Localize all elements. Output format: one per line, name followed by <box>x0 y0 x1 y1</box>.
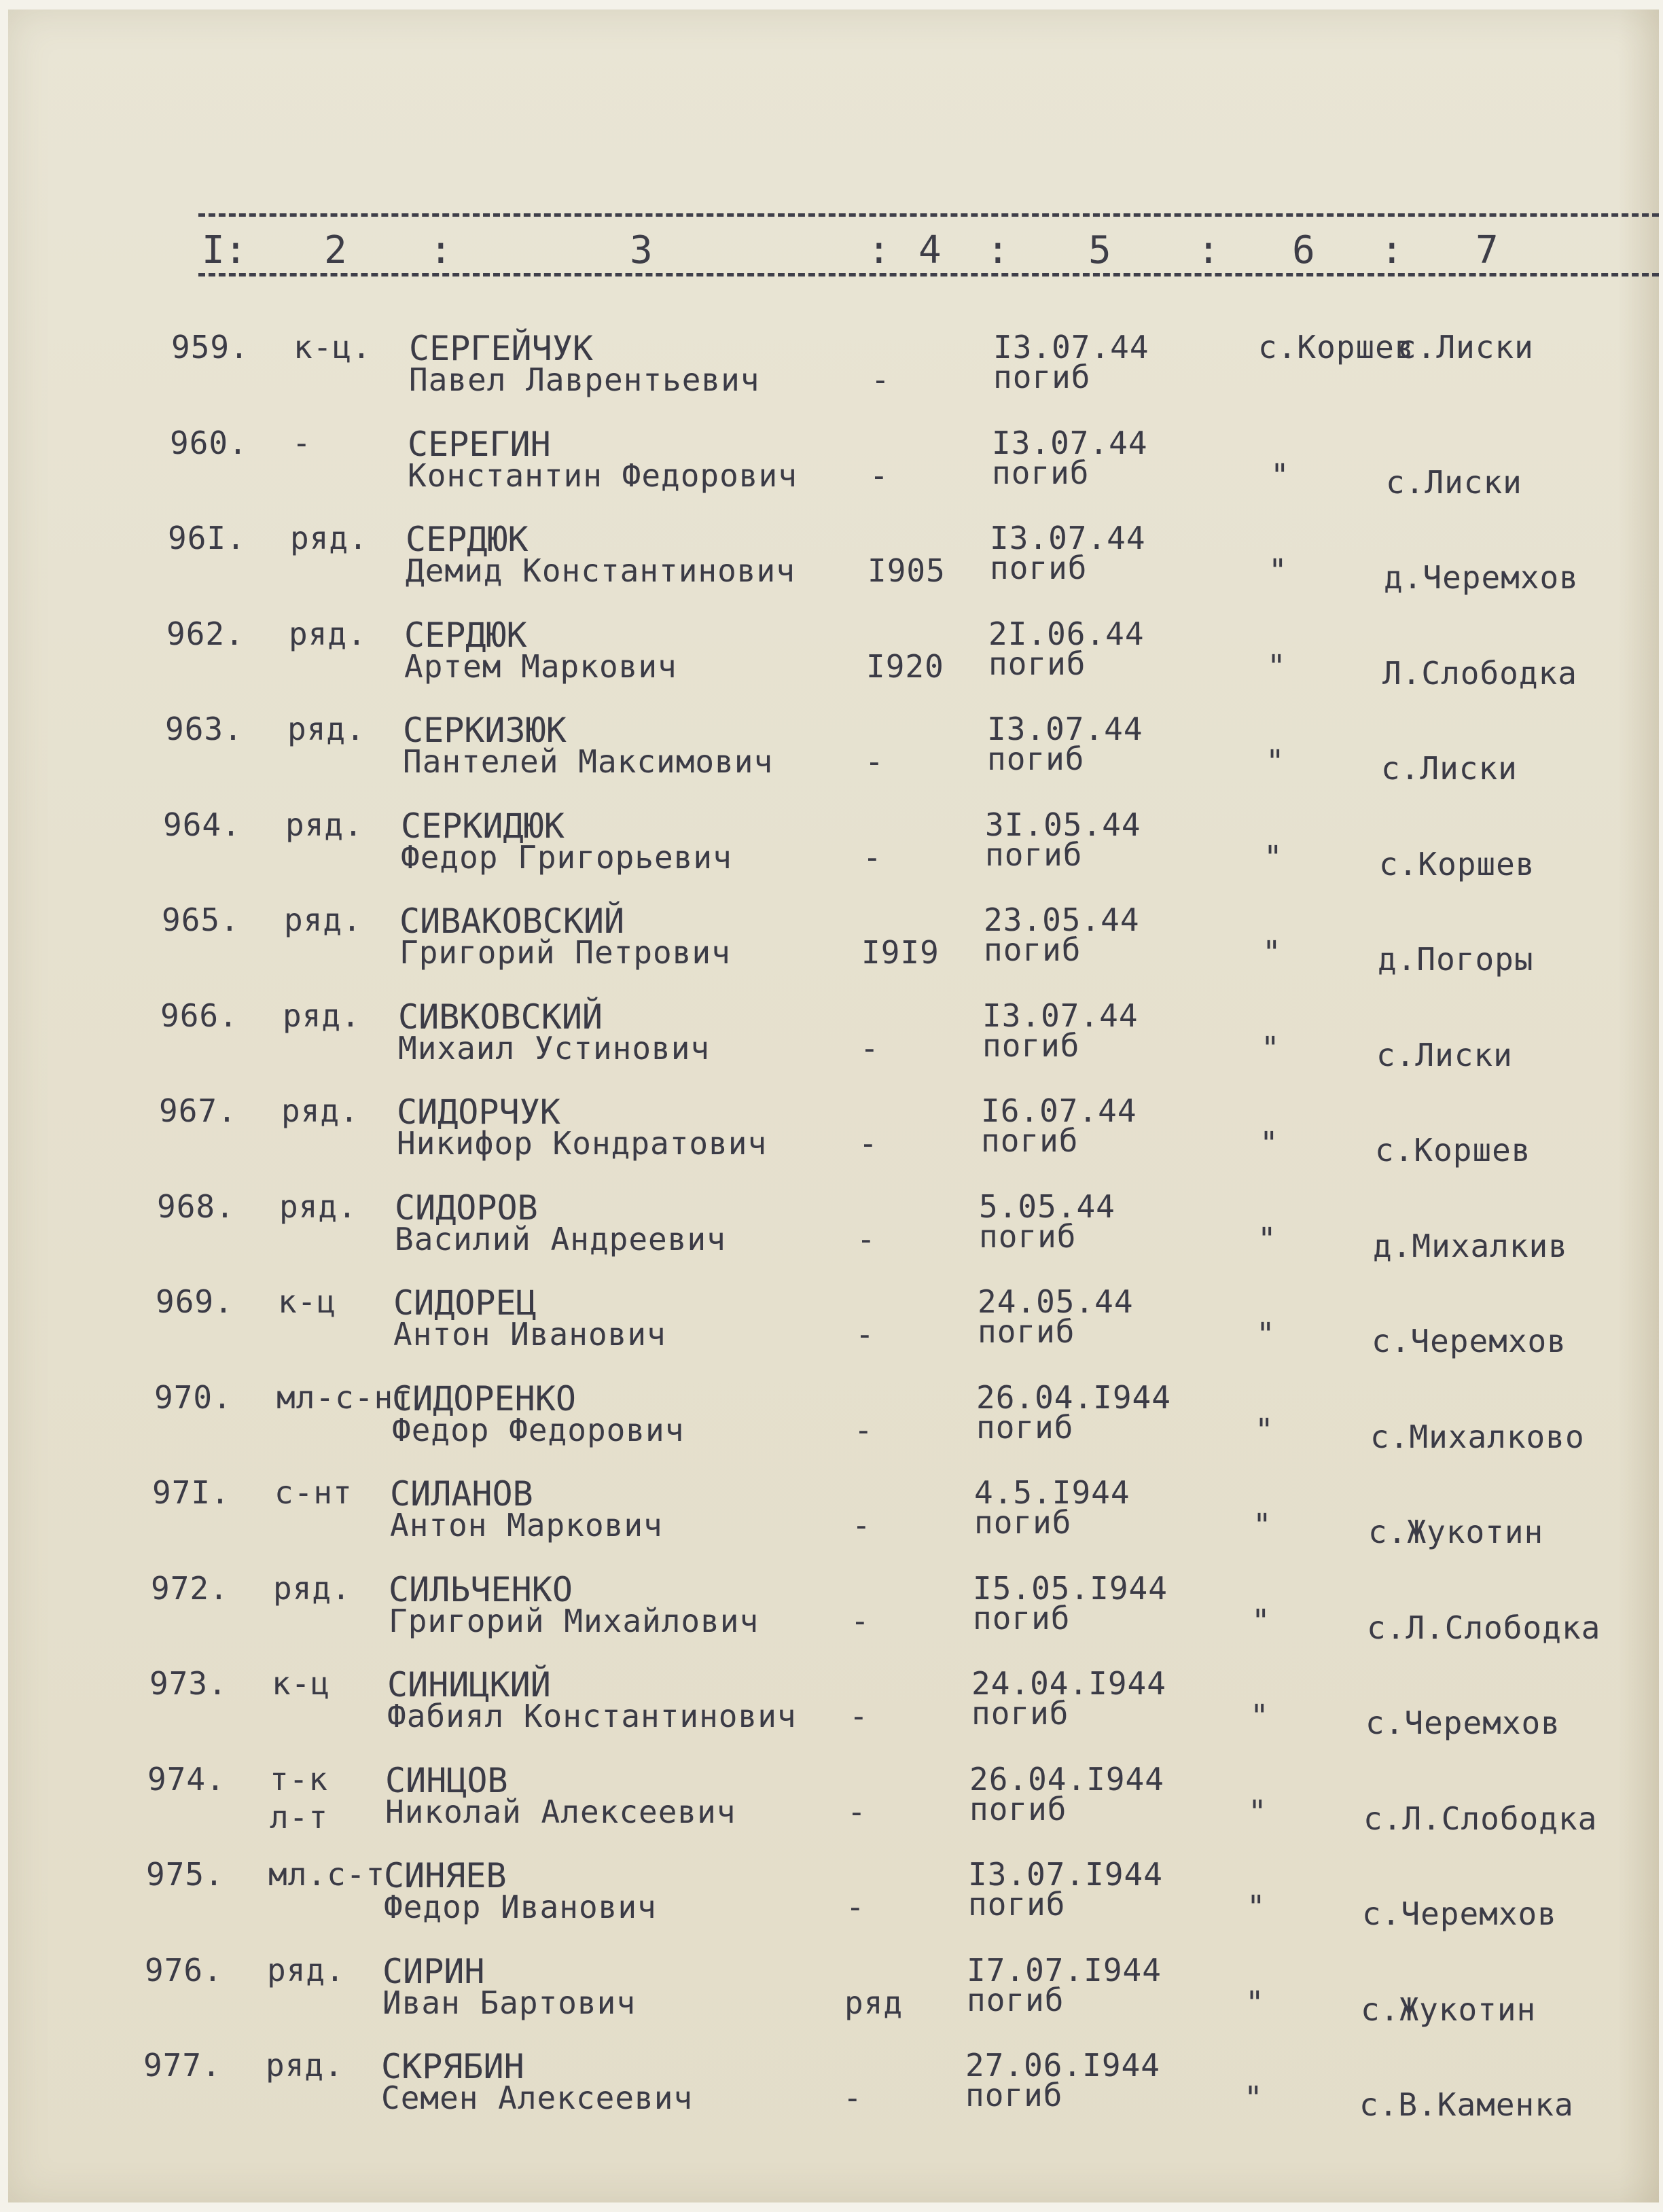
col-separator: : <box>224 228 247 272</box>
entry-number: 962. <box>166 615 245 652</box>
given-name: Никифор Кондратович <box>397 1125 768 1162</box>
home-village: с.Коршев <box>1379 845 1535 882</box>
home-village: с.Черемхов <box>1372 1323 1567 1359</box>
ditto-mark: " <box>1264 838 1283 876</box>
surname: СЕРДЮК <box>406 520 529 559</box>
col-separator: : <box>1380 228 1403 272</box>
birth-year: - <box>860 1029 880 1067</box>
home-village: с.Л.Слободка <box>1363 1800 1598 1837</box>
table-row <box>0 1761 1635 1856</box>
entry-number: 976. <box>145 1951 223 1988</box>
home-village: д.Михалкив <box>1373 1227 1568 1264</box>
birth-year: - <box>859 1125 878 1162</box>
home-village: с.Жукотин <box>1361 1991 1537 2028</box>
entry-number: 960. <box>170 424 248 461</box>
death-date: I3.07.I944 <box>968 1856 1163 1893</box>
death-date: 23.05.44 <box>984 902 1140 938</box>
surname: СИВКОВСКИЙ <box>398 997 603 1037</box>
fate: погиб <box>978 1313 1075 1350</box>
given-name: Федор Григорьевич <box>401 838 732 876</box>
birth-year: ряд <box>844 1984 904 2021</box>
surname: СИДОРОВ <box>395 1188 538 1228</box>
entry-number: 969. <box>156 1283 234 1320</box>
death-date: 4.5.I944 <box>974 1474 1130 1511</box>
given-name: Демид Константинович <box>406 552 795 589</box>
surname: СИДОРЧУК <box>397 1092 560 1132</box>
home-village: с.Жукотин <box>1368 1514 1544 1550</box>
rank: ряд. <box>279 1188 357 1225</box>
given-name: Григорий Михайлович <box>389 1602 759 1639</box>
surname: СИЛАНОВ <box>390 1474 533 1514</box>
birth-year: - <box>855 1316 875 1353</box>
given-name: Василий Андреевич <box>395 1220 726 1257</box>
death-date: I6.07.44 <box>981 1092 1137 1129</box>
ledger-page <box>8 10 1659 2202</box>
rank: ряд. <box>287 711 365 747</box>
col-separator: : <box>429 228 452 272</box>
rank: к-ц <box>272 1665 331 1702</box>
surname: СЕРЕГИН <box>408 424 551 464</box>
entry-number: 967. <box>159 1092 237 1129</box>
rank: с-нт <box>274 1474 353 1511</box>
table-row <box>0 1188 1645 1283</box>
home-village: с.Михалково <box>1370 1418 1585 1455</box>
fate: погиб <box>990 550 1088 586</box>
col-header-1: I <box>202 228 226 272</box>
fate: погиб <box>981 1122 1079 1159</box>
rank-line-2: л-т <box>270 1798 329 1836</box>
table-row <box>0 902 1649 997</box>
death-date: I5.05.I944 <box>973 1569 1168 1607</box>
table-row <box>0 1283 1643 1378</box>
col-header-3: 3 <box>630 228 654 272</box>
entry-number: 964. <box>163 806 241 843</box>
col-header-2: 2 <box>324 228 348 272</box>
header-bottom-rule <box>198 273 1659 276</box>
surname: СИДОРЕНКО <box>392 1378 576 1419</box>
header-top-rule <box>198 213 1659 217</box>
entry-number: 966. <box>160 997 238 1034</box>
table-row <box>3 616 1654 711</box>
fate: погиб <box>968 1886 1066 1923</box>
given-name: Семен Алексеевич <box>381 2080 694 2116</box>
ditto-mark: " <box>1257 1220 1277 1257</box>
given-name: Пантелей Максимович <box>403 743 774 780</box>
death-date: I7.07.I944 <box>967 1951 1162 1988</box>
ditto-mark: " <box>1253 1507 1272 1544</box>
birth-year: I9I9 <box>861 934 940 971</box>
rank: мл-с-нт <box>276 1378 413 1416</box>
birth-year: - <box>849 1698 869 1734</box>
ditto-mark: " <box>1251 1602 1271 1639</box>
rank: к-ц. <box>293 329 372 365</box>
birth-year: - <box>847 1793 867 1830</box>
given-name: Михаил Устинович <box>398 1029 711 1067</box>
table-row <box>0 2047 1631 2142</box>
home-village: с.В.Каменка <box>1359 2086 1574 2123</box>
death-date: 2I.06.44 <box>988 615 1145 652</box>
ditto-mark: " <box>1250 1698 1270 1734</box>
ditto-mark: " <box>1245 1984 1265 2021</box>
home-village: с.Черемхов <box>1365 1705 1560 1741</box>
home-village: с.Л.Слободка <box>1367 1609 1601 1646</box>
rank: к-ц <box>278 1283 337 1320</box>
surname: СИЛЬЧЕНКО <box>389 1569 573 1609</box>
death-date: I3.07.44 <box>993 329 1149 365</box>
table-row <box>5 520 1656 615</box>
ditto-mark: " <box>1244 2080 1264 2116</box>
given-name: Федор Федорович <box>392 1411 685 1448</box>
surname: СИВАКОВСКИЙ <box>399 902 625 941</box>
table-row <box>0 1570 1639 1665</box>
surname: СЕРДЮК <box>404 615 527 655</box>
home-village: с.Лиски <box>1397 329 1534 365</box>
given-name: Фабиял Константинович <box>387 1698 797 1734</box>
col-header-6: 6 <box>1292 228 1317 272</box>
fate: погиб <box>971 1695 1069 1732</box>
rank: - <box>292 424 312 461</box>
death-date: 3I.05.44 <box>985 806 1141 843</box>
death-date: 5.05.44 <box>979 1188 1115 1225</box>
ditto-mark: " <box>1248 1793 1268 1830</box>
birth-year: - <box>846 1889 865 1925</box>
surname: СИНЦОВ <box>385 1760 508 1800</box>
home-village: с.Лиски <box>1381 750 1518 787</box>
birth-year: - <box>843 2080 863 2116</box>
surname: СКРЯБИН <box>381 2047 524 2086</box>
given-name: Антон Маркович <box>390 1507 663 1544</box>
death-date: I3.07.44 <box>990 520 1146 556</box>
entry-number: 968. <box>157 1188 235 1225</box>
ditto-mark: " <box>1266 743 1285 780</box>
surname: СИРИН <box>382 1951 485 1991</box>
entry-number: 970. <box>154 1378 232 1416</box>
fate: погиб <box>974 1504 1072 1541</box>
ditto-mark: " <box>1262 934 1282 971</box>
table-row <box>0 997 1648 1092</box>
given-name: Иван Бартович <box>382 1984 637 2021</box>
rank: ряд. <box>285 806 363 843</box>
ditto-mark: " <box>1255 1411 1274 1448</box>
birth-year: - <box>870 457 889 494</box>
col-header-4: 4 <box>918 228 943 272</box>
entry-number: 974. <box>147 1760 226 1798</box>
surname: СИНИЦКИЙ <box>387 1665 551 1705</box>
given-name: Федор Иванович <box>384 1889 657 1925</box>
fate: погиб <box>988 645 1086 682</box>
entry-number: 963. <box>165 711 243 747</box>
death-date: 24.05.44 <box>978 1283 1134 1320</box>
given-name: Николай Алексеевич <box>385 1793 736 1830</box>
given-name: Артем Маркович <box>404 647 677 685</box>
birth-year: - <box>854 1411 874 1448</box>
fate: погиб <box>967 1981 1065 2018</box>
rank: ряд. <box>281 1092 359 1129</box>
table-row <box>8 329 1659 424</box>
entry-number: 965. <box>162 902 240 938</box>
given-name: Антон Иванович <box>393 1316 666 1353</box>
birth-year: - <box>857 1220 876 1257</box>
table-row <box>0 1665 1637 1760</box>
fate: погиб <box>984 931 1081 968</box>
surname: СИДОРЕЦ <box>393 1283 537 1323</box>
fate: погиб <box>982 1027 1080 1064</box>
death-date: I3.07.44 <box>992 424 1148 461</box>
birth-year: - <box>863 838 882 876</box>
rank: ряд. <box>290 520 368 556</box>
death-date: I3.07.44 <box>982 997 1139 1034</box>
surname: СЕРГЕЙЧУК <box>409 329 593 368</box>
table-row <box>2 711 1653 806</box>
entry-number: 977. <box>143 2047 221 2084</box>
ditto-mark: " <box>1270 457 1290 494</box>
ditto-mark: " <box>1261 1029 1281 1067</box>
fate: погиб <box>973 1599 1071 1637</box>
entry-number: 96I. <box>168 520 246 556</box>
entry-number: 97I. <box>152 1474 230 1511</box>
birth-year: - <box>871 361 891 398</box>
rank: ряд. <box>283 997 361 1034</box>
fate: погиб <box>969 1790 1067 1827</box>
birth-year: I905 <box>868 552 946 589</box>
entry-number: 972. <box>151 1569 229 1607</box>
table-row <box>0 1856 1634 1951</box>
col-separator: : <box>986 228 1009 272</box>
entry-number: 975. <box>146 1856 224 1893</box>
fate: погиб <box>987 741 1085 777</box>
rank: ряд. <box>289 615 367 652</box>
ditto-mark: " <box>1268 552 1288 589</box>
ditto-mark: " <box>1267 647 1287 685</box>
home-village: с.Черемхов <box>1362 1895 1557 1932</box>
table-row <box>0 1379 1642 1474</box>
given-name: Константин Федорович <box>408 457 798 494</box>
death-date: I3.07.44 <box>987 711 1143 747</box>
birth-year: - <box>852 1507 872 1544</box>
table-row <box>0 1092 1647 1188</box>
death-date: 24.04.I944 <box>971 1665 1166 1702</box>
fate: погиб <box>965 2077 1063 2113</box>
table-row <box>0 806 1651 902</box>
rank: ряд. <box>266 2047 344 2084</box>
fate: погиб <box>985 836 1083 873</box>
rank: ряд. <box>267 1951 345 1988</box>
birth-year: - <box>851 1602 870 1639</box>
death-date: 26.04.I944 <box>969 1760 1164 1798</box>
rank: т-к <box>270 1760 329 1798</box>
table-row <box>7 425 1658 520</box>
col-separator: : <box>1197 228 1220 272</box>
col-header-7: 7 <box>1476 228 1500 272</box>
surname: СИНЯЕВ <box>384 1856 507 1895</box>
birth-year: - <box>865 743 884 780</box>
home-village: с.Лиски <box>1386 463 1522 501</box>
death-date: 26.04.I944 <box>976 1378 1171 1416</box>
birth-year: I920 <box>866 647 944 685</box>
surname: СЕРКИЗЮК <box>403 711 567 750</box>
table-row <box>0 1952 1632 2047</box>
home-village: с.Лиски <box>1376 1036 1513 1073</box>
home-village: д.Погоры <box>1378 941 1534 978</box>
rank: мл.с-т <box>268 1856 386 1893</box>
home-village: Л.Слободка <box>1382 654 1577 692</box>
burial-place: с.Коршев <box>1258 329 1414 365</box>
rank: ряд. <box>284 902 362 938</box>
entry-number: 973. <box>149 1665 228 1702</box>
ditto-mark: " <box>1256 1316 1276 1353</box>
fate: погиб <box>992 454 1090 491</box>
home-village: д.Черемхов <box>1384 559 1579 596</box>
col-header-5: 5 <box>1088 228 1113 272</box>
given-name: Павел Лаврентьевич <box>409 361 760 398</box>
fate: погиб <box>976 1408 1074 1446</box>
death-date: 27.06.I944 <box>965 2047 1160 2084</box>
home-village: с.Коршев <box>1375 1132 1531 1169</box>
rank: ряд. <box>273 1569 351 1607</box>
ditto-mark: " <box>1247 1889 1266 1925</box>
given-name: Григорий Петрович <box>399 934 731 971</box>
ditto-mark: " <box>1259 1125 1279 1162</box>
fate: погиб <box>979 1217 1077 1255</box>
col-separator: : <box>868 228 891 272</box>
table-row <box>0 1474 1640 1569</box>
entry-number: 959. <box>171 329 249 365</box>
surname: СЕРКИДЮК <box>401 806 565 846</box>
fate: погиб <box>993 359 1091 395</box>
